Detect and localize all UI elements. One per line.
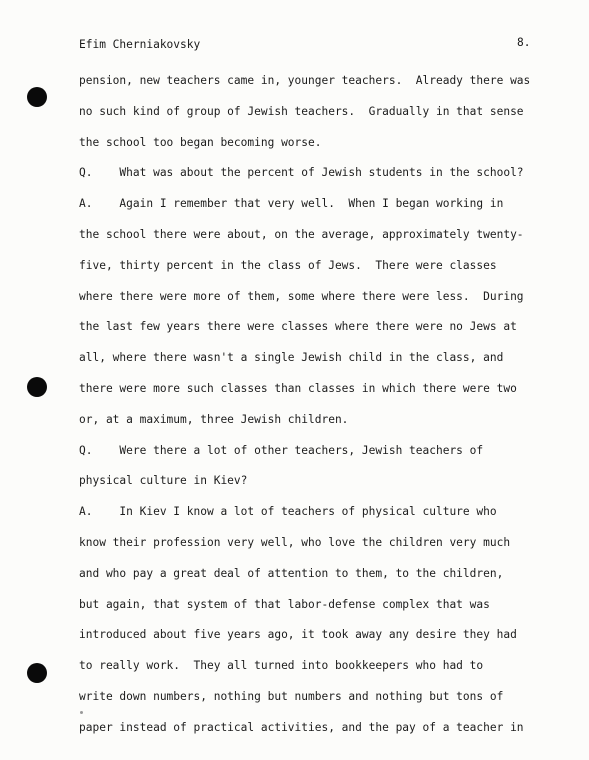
page-number: 8. [517, 36, 531, 49]
header-name: Efim Cherniakovsky [79, 38, 201, 51]
text-line: and who pay a great deal of attention to them, to the children, [79, 566, 504, 580]
punch-hole-top [27, 87, 47, 107]
question-line: Q. What was about the percent of Jewish students in the school? [79, 166, 524, 180]
text-line: all, where there wasn't a single Jewish child in the class, and [79, 351, 504, 365]
transcript-body [79, 66, 549, 744]
text-line: no such kind of group of Jewish teachers. Gradually in that sense [79, 104, 524, 118]
text-line: the school there were about, on the average, approximately twenty- [79, 227, 524, 241]
text-line: five, thirty percent in the class of Jews. There were classes [79, 258, 497, 272]
punch-hole-middle [27, 377, 47, 397]
text-line: introduced about five years ago, it took away any desire they had [79, 628, 517, 642]
question-line: Q. Were there a lot of other teachers, Jewish teachers of [79, 443, 484, 457]
text-line: the school too began becoming worse. [79, 135, 322, 149]
text-line: where there were more of them, some where there were less. During [79, 289, 524, 303]
text-line: paper instead of practical activities, and the pay of a teacher in [79, 720, 524, 734]
answer-line: A. Again I remember that very well. When I began working in [79, 197, 504, 211]
text-line: there were more such classes than classes in which there were two [79, 381, 517, 395]
text-line: pension, new teachers came in, younger teachers. Already there was [79, 74, 531, 87]
answer-line: A. In Kiev I know a lot of teachers of physical culture who [79, 505, 497, 519]
text-line: the last few years there were classes where there were no Jews at [79, 320, 517, 334]
text-line: to really work. They all turned into bookkeepers who had to [79, 659, 484, 673]
text-line: but again, that system of that labor-defense complex that was [79, 597, 490, 611]
text-line: or, at a maximum, three Jewish children. [79, 412, 349, 426]
text-line: write down numbers, nothing but numbers and nothing but tons of [79, 689, 504, 703]
text-line: physical culture in Kiev? [79, 474, 248, 488]
punch-hole-bottom [27, 663, 47, 683]
scan-speck [80, 711, 83, 714]
text-line: know their profession very well, who love the children very much [79, 535, 511, 549]
